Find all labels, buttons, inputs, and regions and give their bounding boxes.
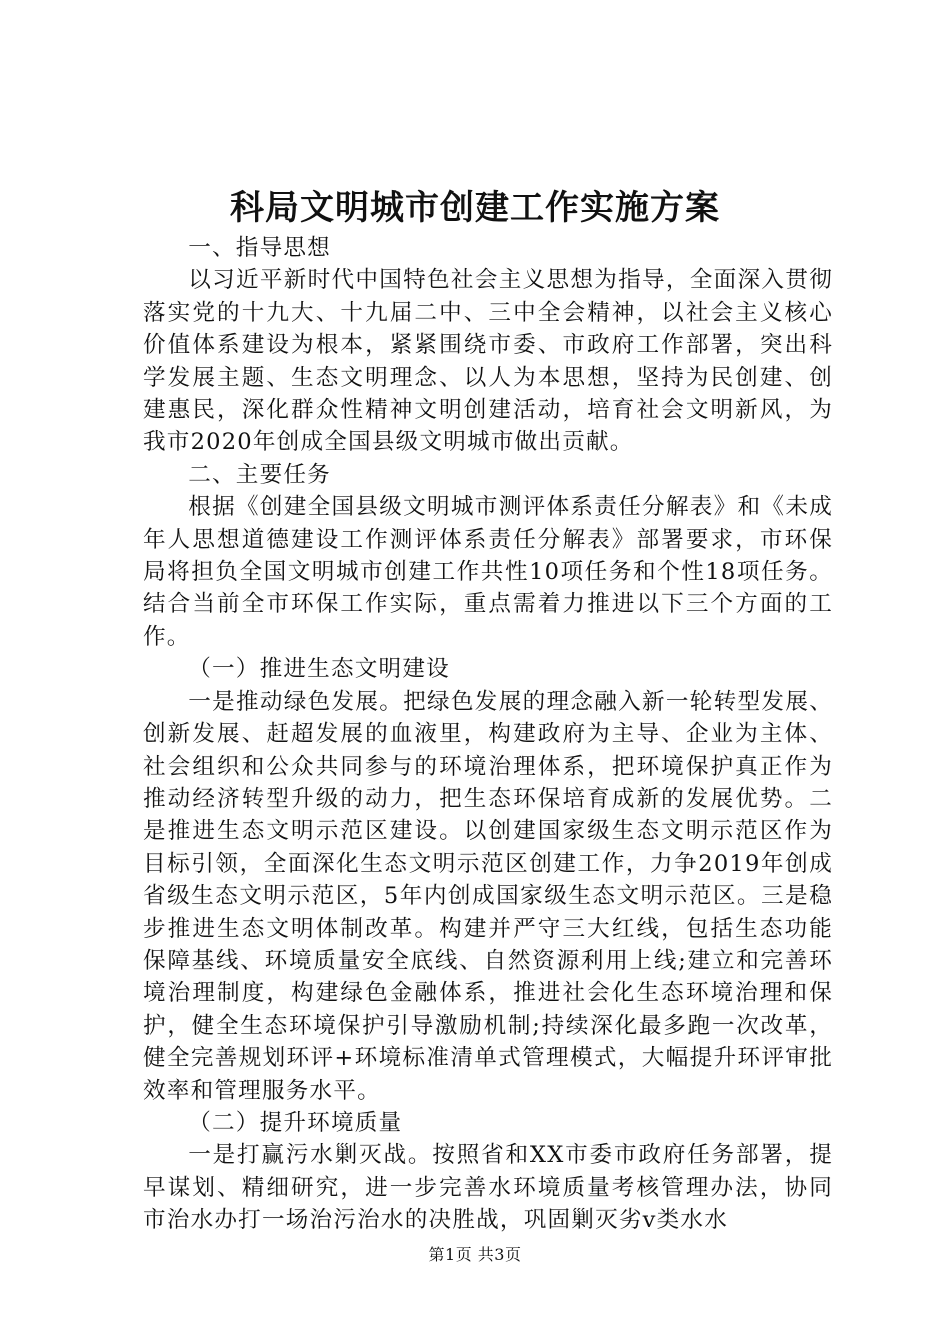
paragraph-environment-quality: 一是打赢污水剿灭战。按照省和XX市委市政府任务部署，提早谋划、精细研究，进一步完善水环境质量考核管理办法，协同市治水办打一场治污治水的决胜战，巩固剿灭劣v类水水: [143, 1142, 833, 1234]
subsection-heading-environment-quality: （二）提升环境质量: [188, 1109, 403, 1136]
document-title: 科局文明城市创建工作实施方案: [230, 188, 720, 228]
section-heading-main-tasks: 二、主要任务: [188, 461, 331, 488]
paragraph-guiding-ideology: 以习近平新时代中国特色社会主义思想为指导，全面深入贯彻落实党的十九大、十九届二中、三中全会精神，以社会主义核心价值体系建设为根本，紧紧围绕市委、市政府工作部署，突出科学发展主题、生态文明理念、以人为本思想，坚持为民创建、创建惠民，深化群众性精神文明创建活动，培育社会文明新风，为我市2020年创成全国县级文明城市做出贡献。: [143, 267, 833, 456]
paragraph-ecological-civilization: 一是推动绿色发展。把绿色发展的理念融入新一轮转型发展、创新发展、赶超发展的血液里，构建政府为主导、企业为主体、社会组织和公众共同参与的环境治理体系，把环境保护真正作为推动经济转型升级的动力，把生态环保培育成新的发展优势。二是推进生态文明示范区建设。以创建国家级生态文明示范区作为目标引领，全面深化生态文明示范区创建工作，力争2019年创成省级生态文明示范区，5年内创成国家级生态文明示范区。三是稳步推进生态文明体制改革。构建并严守三大红线，包括生态功能保障基线、环境质量安全底线、自然资源利用上线;建立和完善环境治理制度，构建绿色金融体系，推进社会化生态环境治理和保护，健全生态环境保护引导激励机制;持续深化最多跑一次改革，健全完善规划环评+环境标准清单式管理模式，大幅提升环评审批效率和管理服务水平。: [143, 688, 833, 1104]
paragraph-main-tasks: 根据《创建全国县级文明城市测评体系责任分解表》和《未成年人思想道德建设工作测评体系责任分解表》部署要求，市环保局将担负全国文明城市创建工作共性10项任务和个性18项任务。结合当前全市环保工作实际，重点需着力推进以下三个方面的工作。: [143, 494, 833, 650]
section-heading-guiding-ideology: 一、指导思想: [188, 235, 331, 261]
subsection-heading-ecological-civilization: （一）推进生态文明建设: [188, 656, 450, 683]
document-body: [143, 232, 833, 1237]
page-footer: 第1页 共3页: [428, 1245, 522, 1264]
